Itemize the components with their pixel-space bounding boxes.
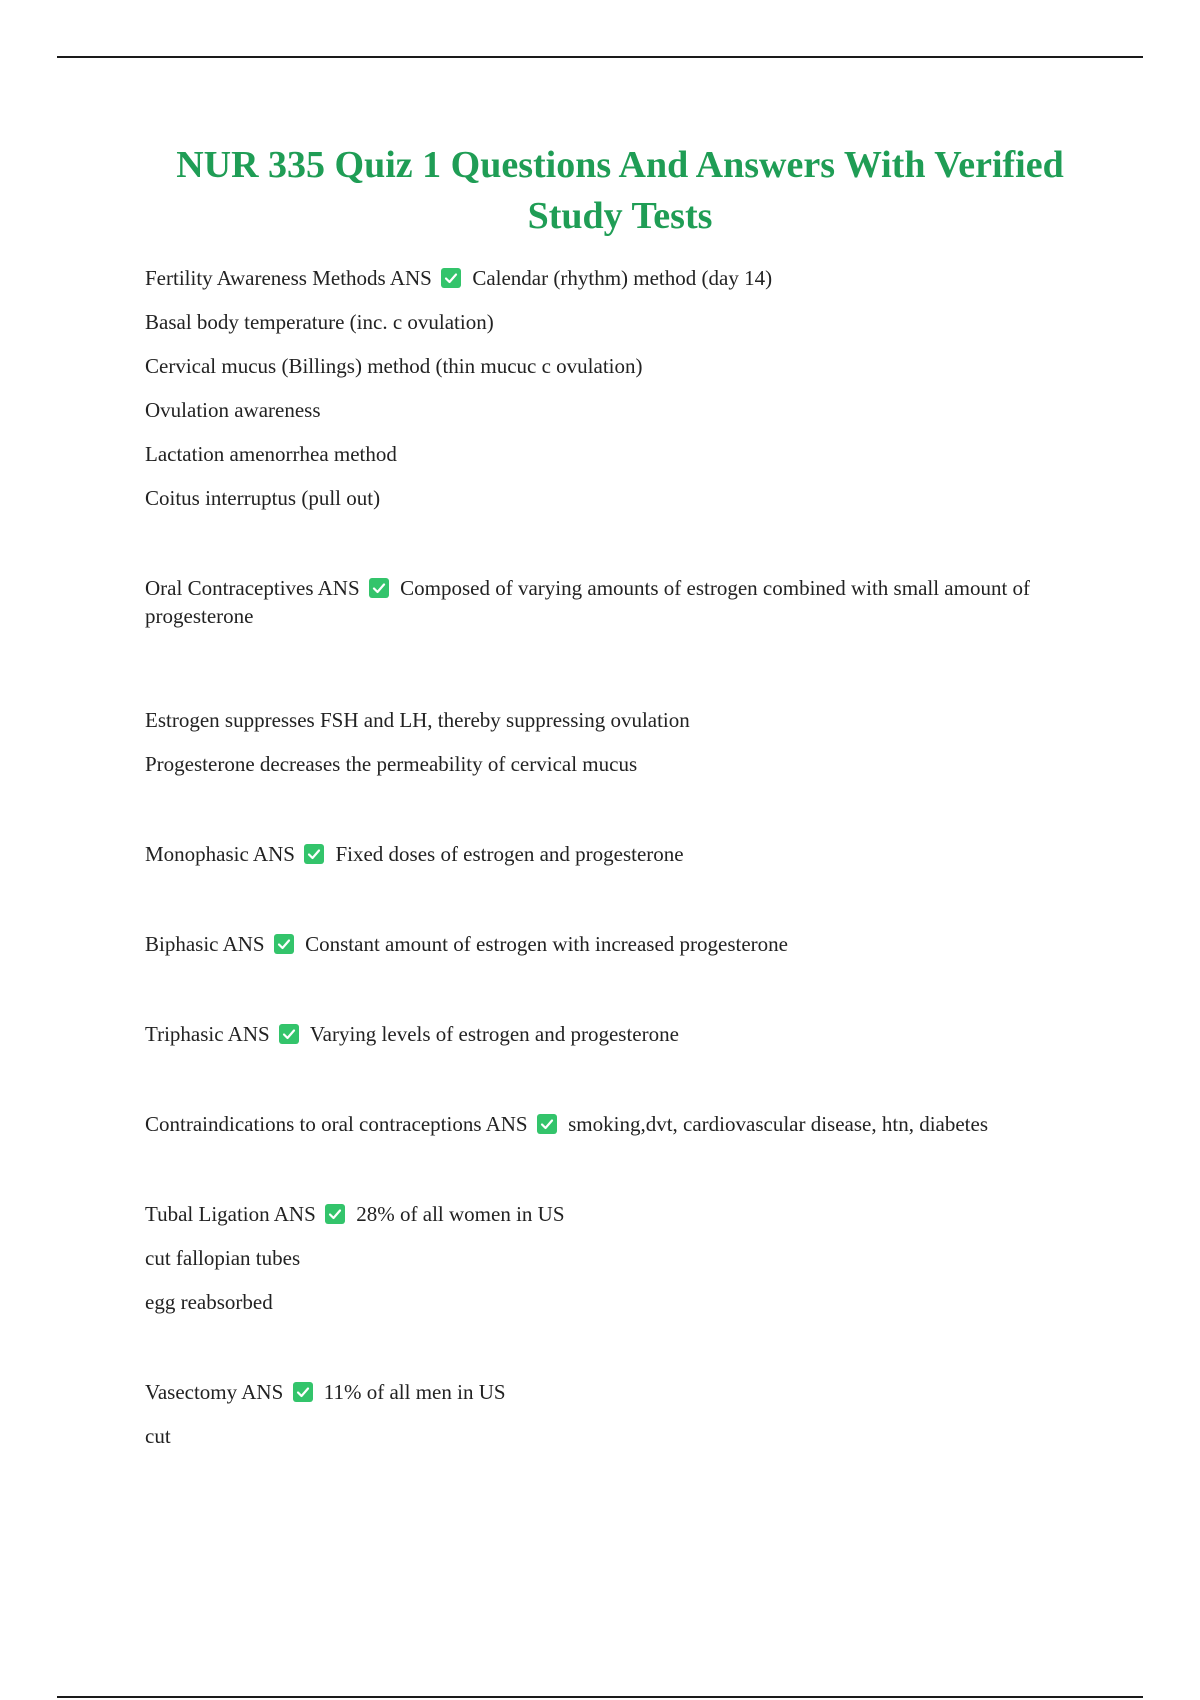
- spacer: [145, 646, 1095, 706]
- detail-line: cut fallopian tubes: [145, 1246, 301, 1270]
- document-title: NUR 335 Quiz 1 Questions And Answers With Verified Study Tests: [176, 144, 1064, 237]
- spacer: [145, 1332, 1095, 1378]
- ans-marker: ANS: [222, 932, 265, 956]
- ans-marker: ANS: [317, 576, 360, 600]
- ans-marker: ANS: [485, 1112, 528, 1136]
- entry-oral-contraceptives: [145, 574, 1095, 630]
- detail-line: Lactation amenorrhea method: [145, 442, 397, 466]
- detail-line: Cervical mucus (Billings) method (thin mucuc c ovulation): [145, 354, 643, 378]
- ans-marker: ANS: [241, 1380, 284, 1404]
- entry-monophasic: [145, 840, 1095, 868]
- detail-line: egg reabsorbed: [145, 1290, 273, 1314]
- checkmark-box-icon: [441, 268, 461, 288]
- entry-biphasic: [145, 930, 1095, 958]
- detail-line: Coitus interruptus (pull out): [145, 486, 381, 510]
- ans-marker: ANS: [227, 1022, 270, 1046]
- entry-term: Vasectomy: [145, 1380, 238, 1404]
- spacer: [145, 1154, 1095, 1200]
- checkmark-box-icon: [537, 1114, 557, 1134]
- bottom-rule: [57, 1696, 1143, 1698]
- entry-vasectomy: [145, 1378, 1095, 1406]
- top-rule: [57, 56, 1143, 58]
- spacer: [145, 974, 1095, 1020]
- entry-answer: Varying levels of estrogen and progesterone: [309, 1022, 679, 1046]
- checkmark-box-icon: [293, 1382, 313, 1402]
- checkmark-box-icon: [274, 934, 294, 954]
- checkmark-box-icon: [369, 578, 389, 598]
- entry-answer: Calendar (rhythm) method (day 14): [472, 266, 773, 290]
- checkmark-box-icon: [279, 1024, 299, 1044]
- entry-answer: smoking,dvt, cardiovascular disease, htn, diabetes: [568, 1112, 988, 1136]
- detail-line: Progesterone decreases the permeability of cervical mucus: [145, 752, 638, 776]
- spacer: [145, 1064, 1095, 1110]
- entry-tubal-ligation: [145, 1200, 1095, 1228]
- ans-marker: ANS: [389, 266, 432, 290]
- detail-line: Estrogen suppresses FSH and LH, thereby suppressing ovulation: [145, 708, 690, 732]
- entry-contraindications: [145, 1110, 1095, 1138]
- entry-term: Contraindications to oral contraceptions: [145, 1112, 482, 1136]
- entry-term: Biphasic: [145, 932, 219, 956]
- entry-answer: Constant amount of estrogen with increased progesterone: [305, 932, 788, 956]
- entry-answer: Fixed doses of estrogen and progesterone: [335, 842, 684, 866]
- entry-term: Triphasic: [145, 1022, 224, 1046]
- detail-line: Ovulation awareness: [145, 398, 321, 422]
- entry-term: Monophasic: [145, 842, 249, 866]
- entry-triphasic: [145, 1020, 1095, 1048]
- entry-answer: 28% of all women in US: [356, 1202, 565, 1226]
- ans-marker: ANS: [273, 1202, 316, 1226]
- entry-fertility-awareness: [145, 264, 1095, 292]
- detail-line: cut: [145, 1424, 171, 1448]
- spacer: [145, 528, 1095, 574]
- checkmark-box-icon: [304, 844, 324, 864]
- checkmark-box-icon: [325, 1204, 345, 1224]
- spacer: [145, 884, 1095, 930]
- entry-term: Tubal Ligation: [145, 1202, 270, 1226]
- document-page: [145, 140, 1095, 1466]
- entry-answer: 11% of all men in US: [323, 1380, 506, 1404]
- ans-marker: ANS: [252, 842, 295, 866]
- spacer: [145, 794, 1095, 840]
- entry-answer: Composed of varying amounts of estrogen combined with small amount of progesterone: [145, 576, 1031, 628]
- detail-line: Basal body temperature (inc. c ovulation): [145, 310, 494, 334]
- entry-term: Oral Contraceptives: [145, 576, 314, 600]
- entry-term: Fertility Awareness Methods: [145, 266, 386, 290]
